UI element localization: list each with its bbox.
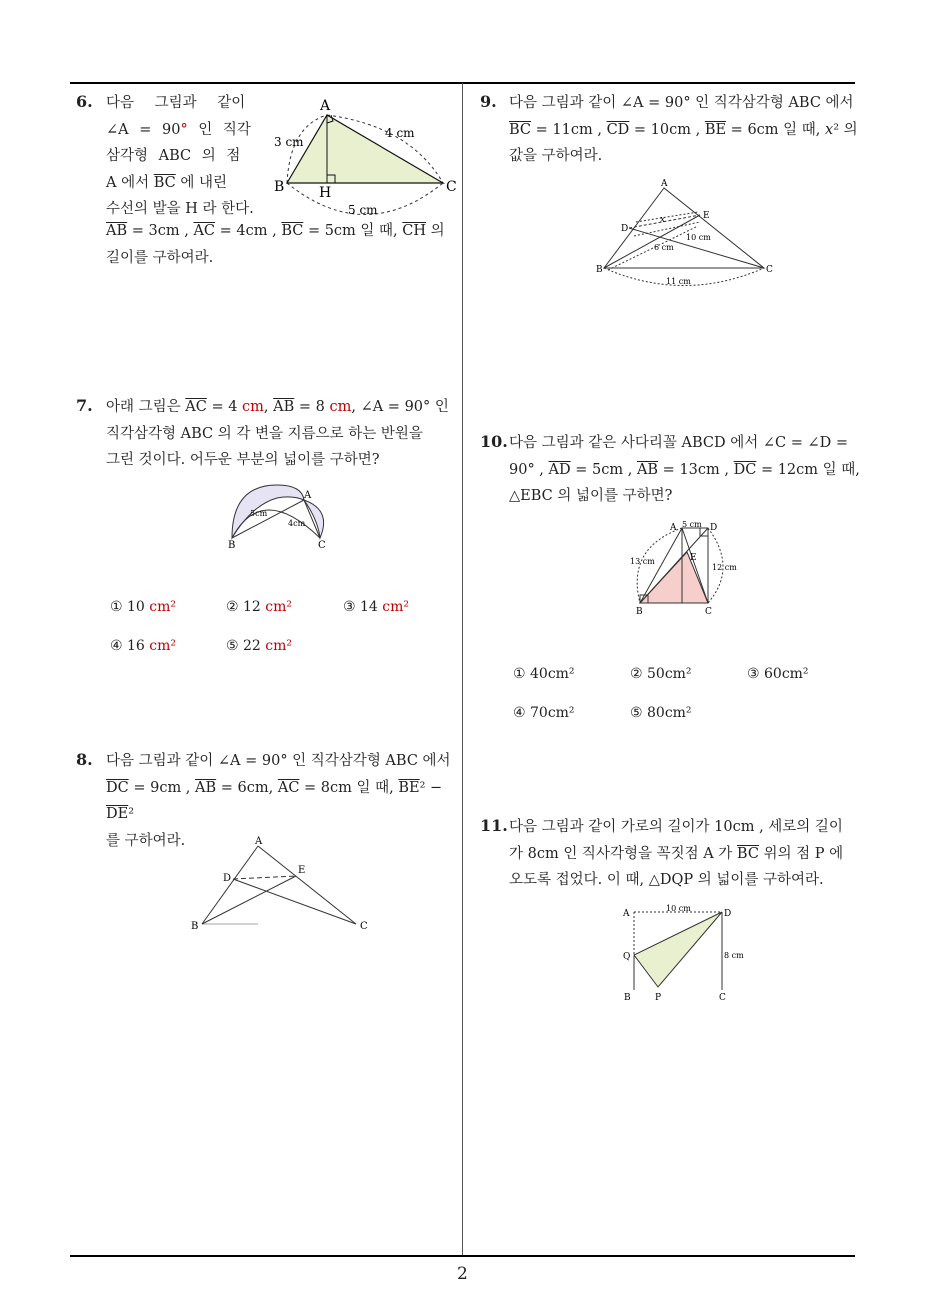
p10-line-3: △EBC 의 넓이를 구하면? (509, 488, 673, 504)
problem-9-figure (594, 178, 784, 288)
p8-line-3: 를 구하여라. (106, 832, 186, 849)
p6-label-C: C (446, 179, 457, 195)
p10-choice-3[interactable]: ③ 60cm² (747, 666, 809, 682)
p6-line-3: 삼각형 ABC 의 점 (106, 148, 241, 164)
p10-line-1: 다음 그림과 같은 사다리꼴 ABCD 에서 ∠C = ∠D = (509, 435, 849, 451)
p9-label-l3: 11 cm (666, 277, 691, 286)
p7-choice-3[interactable]: ③ 14 cm² (343, 599, 409, 615)
p9-line-2: $\overline{BC} = 11cm$ , $\overline{CD} = 10cm$ , $\overline{BE} = 6cm$ 일 때, x² 의 (509, 121, 858, 138)
p10-label-E: E (690, 553, 697, 563)
p11-label-Q: Q (623, 952, 631, 962)
p10-line-2: 90° , $\overline{AD} = 5cm$ , $\overline{AB} = 13cm$ , $\overline{DC} = 12cm$ 일 때, (509, 461, 860, 478)
p10-label-l2: 13 cm (630, 557, 655, 566)
p11-label-l2: 8 cm (724, 951, 744, 960)
p11-label-D: D (724, 909, 732, 919)
p6-line-6: $\overline{AB} = 3cm$ , $\overline{AC} = 4cm$ , $\overline{BC} = 5cm$ 일 때, $\overline{CH}$ 의 (106, 223, 445, 239)
column-divider (462, 83, 463, 1256)
p6-label-H: H (319, 185, 332, 201)
p6-line-4: A 에서 $\overline{BC}$ 에 내린 (106, 174, 227, 191)
p11-line-2: 가 8cm 인 직사각형을 꼭짓점 A 가 $\overline{BC}$ 위의 점 P 에 (509, 845, 844, 862)
problem-6-number: 6. (76, 92, 93, 111)
p10-choice-4[interactable]: ④ 70cm² (513, 705, 575, 721)
problem-11-number: 11. (480, 816, 508, 835)
p10-label-l3: 12 cm (712, 563, 737, 572)
p8-label-B: B (191, 921, 199, 932)
p6-label-A: A (320, 98, 331, 114)
problem-10-text (509, 430, 864, 510)
p6-label-B: B (274, 179, 285, 195)
p6-line-2: ∠A = 90° 인 직각 (106, 121, 251, 138)
p8-label-C: C (360, 921, 368, 932)
p7-label-A: A (304, 490, 312, 501)
problem-9-number: 9. (480, 92, 497, 111)
p9-line-1: 다음 그림과 같이 ∠A = 90° 인 직각삼각형 ABC 에서 (509, 95, 854, 111)
problem-11-text (509, 814, 864, 894)
p7-line-3: 그린 것이다. 어두운 부분의 넓이를 구하면? (106, 452, 380, 468)
p6-label-ab: 3 cm (274, 135, 304, 149)
p6-line-7: 길이를 구하여라. (106, 249, 214, 266)
p9-label-l1: 10 cm (686, 233, 711, 242)
p7-choice-4[interactable]: ④ 16 cm² (110, 638, 176, 654)
p10-label-l1: 5 cm (682, 520, 702, 529)
p7-line-2: 직각삼각형 ABC 의 각 변을 지름으로 하는 반원을 (106, 425, 423, 442)
p10-label-C: C (705, 607, 712, 617)
p9-label-B: B (596, 265, 603, 275)
problem-11-figure (620, 902, 760, 1007)
problem-8-number: 8. (76, 750, 93, 769)
problem-9-text (509, 90, 859, 170)
p6-label-ac: 4 cm (385, 126, 415, 140)
problem-8-figure (188, 836, 378, 936)
problem-6-text (106, 90, 266, 223)
problem-10-number: 10. (480, 432, 508, 451)
p11-label-l1: 10 cm (666, 904, 691, 913)
p10-choice-5[interactable]: ⑤ 80cm² (630, 705, 692, 721)
p9-label-C: C (766, 265, 773, 275)
p7-choice-2[interactable]: ② 12 cm² (226, 599, 292, 615)
p7-label-C: C (318, 540, 326, 551)
p6-line-5: 수선의 발을 H 라 한다. (106, 201, 254, 217)
p7-line-1: 아래 그림은 $\overline{AC} = 4$ cm, $\overline{AB} = 8$ cm, ∠A = 90° 인 (106, 399, 449, 415)
problem-7-text (106, 394, 461, 474)
problem-6-text-b (106, 218, 456, 271)
p7-label-l1: 5cm (250, 509, 268, 518)
p11-label-A: A (623, 909, 630, 919)
p7-label-l2: 4cm (288, 519, 306, 528)
p7-choice-1[interactable]: ① 10 cm² (110, 599, 176, 615)
problem-10-figure (628, 518, 748, 618)
p11-label-P: P (655, 993, 662, 1003)
problem-6-figure (270, 96, 460, 221)
p8-line-1: 다음 그림과 같이 ∠A = 90° 인 직각삼각형 ABC 에서 (106, 753, 451, 769)
p9-label-l2: 6 cm (654, 243, 674, 252)
p8-label-D: D (223, 873, 232, 884)
p9-label-x: x (660, 215, 666, 225)
p8-line-2: $\overline{DC} = 9cm$ , $\overline{AB} = 6cm$, $\overline{AC} = 8cm$ 일 때, $\overline{BE}^2 - \overline{DE}^2$ (106, 779, 443, 822)
p9-line-3: 값을 구하여라. (509, 148, 603, 164)
p11-label-C: C (719, 993, 726, 1003)
p8-label-A: A (255, 836, 263, 847)
p11-line-1: 다음 그림과 같이 가로의 길이가 10cm , 세로의 길이 (509, 819, 843, 835)
p9-label-A: A (661, 179, 668, 189)
p7-choice-5[interactable]: ⑤ 22 cm² (226, 638, 292, 654)
bottom-rule (70, 1255, 855, 1257)
p11-line-3: 오도록 접었다. 이 때, △DQP 의 넓이를 구하여라. (509, 872, 824, 888)
p10-label-B: B (636, 607, 643, 617)
p9-label-D: D (621, 224, 629, 234)
p10-label-D: D (710, 523, 718, 533)
problem-7-figure (222, 480, 342, 550)
p7-label-B: B (228, 540, 236, 551)
page-number: 2 (457, 1264, 468, 1284)
p6-label-bc: 5 cm (348, 203, 378, 217)
problem-7-number: 7. (76, 396, 93, 415)
p10-label-A: A (670, 523, 677, 533)
p9-label-E: E (703, 211, 710, 221)
p10-choice-1[interactable]: ① 40cm² (513, 666, 575, 682)
p11-label-B: B (624, 993, 631, 1003)
p8-label-E: E (298, 865, 306, 876)
p6-line-1: 다음 그림과 같이 (106, 95, 246, 111)
p10-choice-2[interactable]: ② 50cm² (630, 666, 692, 682)
